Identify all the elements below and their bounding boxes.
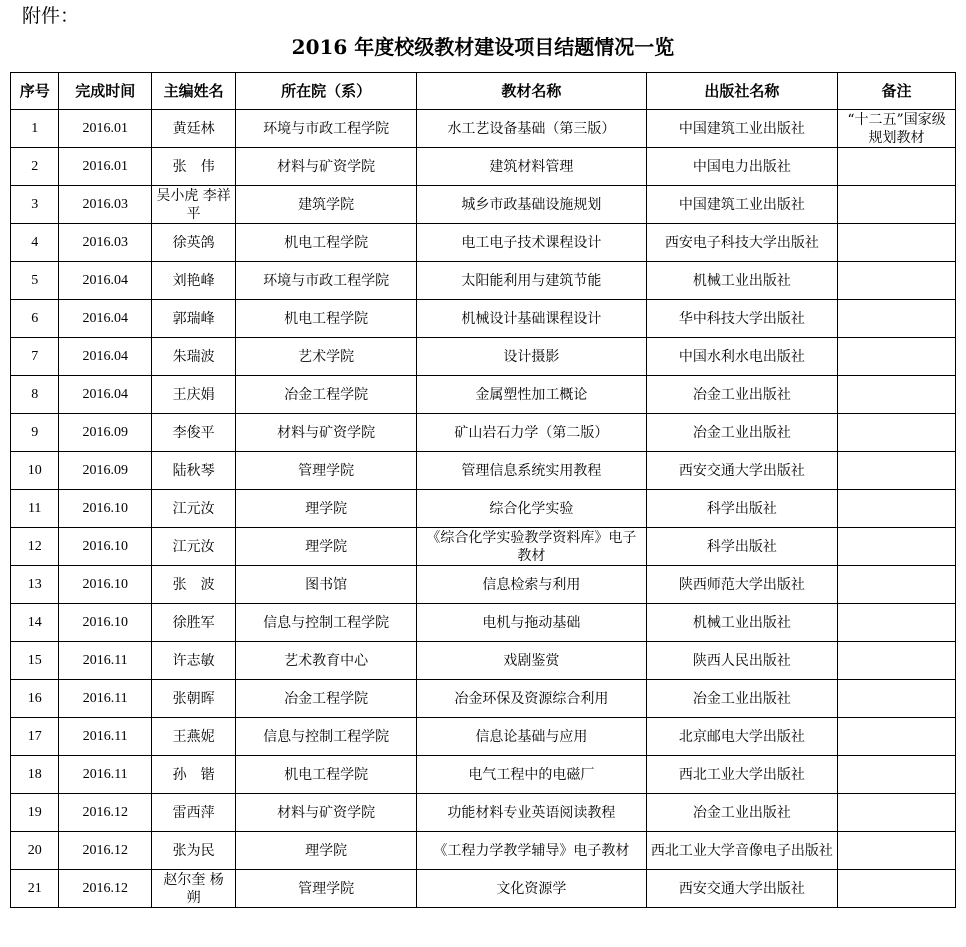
cell-editor: 孙 锴 [152,756,236,794]
cell-note [838,870,956,908]
cell-date: 2016.04 [59,338,152,376]
cell-publisher: 陕西师范大学出版社 [646,566,838,604]
cell-publisher: 西北工业大学出版社 [646,756,838,794]
cell-note [838,566,956,604]
cell-note [838,452,956,490]
table-row [11,680,956,718]
cell-editor: 郭瑞峰 [152,300,236,338]
cell-editor: 张为民 [152,832,236,870]
cell-textbook: 《工程力学教学辅导》电子教材 [417,832,646,870]
attachment-label: 附件： [22,5,80,27]
cell-editor: 李俊平 [152,414,236,452]
cell-textbook: 综合化学实验 [417,490,646,528]
cell-editor: 徐胜军 [152,604,236,642]
table-row [11,794,956,832]
cell-textbook: 水工艺设备基础（第三版） [417,110,646,148]
cell-note [838,148,956,186]
cell-date: 2016.10 [59,490,152,528]
cell-textbook: 设计摄影 [417,338,646,376]
cell-note [838,186,956,224]
table-row [11,414,956,452]
cell-date: 2016.12 [59,794,152,832]
cell-textbook: 机械设计基础课程设计 [417,300,646,338]
cell-college: 材料与矿资学院 [236,148,417,186]
cell-publisher: 西安电子科技大学出版社 [646,224,838,262]
cell-college: 图书馆 [236,566,417,604]
cell-date: 2016.04 [59,262,152,300]
cell-textbook: 电气工程中的电磁厂 [417,756,646,794]
cell-college: 材料与矿资学院 [236,794,417,832]
cell-note [838,832,956,870]
cell-note [838,680,956,718]
table-row [11,832,956,870]
cell-no: 11 [11,490,59,528]
cell-college: 艺术教育中心 [236,642,417,680]
cell-no: 7 [11,338,59,376]
cell-college: 冶金工程学院 [236,680,417,718]
cell-editor: 黄廷林 [152,110,236,148]
cell-no: 9 [11,414,59,452]
cell-no: 1 [11,110,59,148]
cell-editor: 朱瑞波 [152,338,236,376]
cell-publisher: 中国建筑工业出版社 [646,110,838,148]
cell-publisher: 西安交通大学出版社 [646,870,838,908]
column-header-date: 完成时间 [59,73,152,110]
cell-textbook: 《综合化学实验教学资料库》电子教材 [417,528,646,566]
cell-note [838,262,956,300]
cell-no: 12 [11,528,59,566]
cell-note [838,718,956,756]
cell-textbook: 建筑材料管理 [417,148,646,186]
cell-college: 建筑学院 [236,186,417,224]
cell-publisher: 冶金工业出版社 [646,680,838,718]
table-row [11,566,956,604]
cell-note [838,528,956,566]
cell-no: 21 [11,870,59,908]
cell-no: 3 [11,186,59,224]
table-header-row [11,73,956,110]
cell-date: 2016.12 [59,832,152,870]
cell-no: 16 [11,680,59,718]
cell-textbook: 电机与拖动基础 [417,604,646,642]
cell-date: 2016.03 [59,224,152,262]
cell-no: 19 [11,794,59,832]
table-row [11,718,956,756]
cell-no: 6 [11,300,59,338]
cell-college: 管理学院 [236,870,417,908]
table-row [11,604,956,642]
cell-publisher: 华中科技大学出版社 [646,300,838,338]
cell-publisher: 冶金工业出版社 [646,414,838,452]
textbook-table [10,72,956,908]
cell-publisher: 科学出版社 [646,490,838,528]
cell-date: 2016.10 [59,604,152,642]
cell-textbook: 管理信息系统实用教程 [417,452,646,490]
document-title: 2016 年度校级教材建设项目结题情况一览 [291,35,675,59]
cell-textbook: 文化资源学 [417,870,646,908]
cell-publisher: 冶金工业出版社 [646,376,838,414]
table-row [11,338,956,376]
cell-note [838,604,956,642]
cell-editor: 江元汝 [152,528,236,566]
cell-date: 2016.10 [59,566,152,604]
cell-note [838,376,956,414]
cell-college: 机电工程学院 [236,300,417,338]
cell-editor: 陆秋琴 [152,452,236,490]
table-row [11,376,956,414]
cell-college: 信息与控制工程学院 [236,604,417,642]
cell-publisher: 西北工业大学音像电子出版社 [646,832,838,870]
cell-no: 4 [11,224,59,262]
table-row [11,490,956,528]
cell-note [838,642,956,680]
cell-editor: 张 波 [152,566,236,604]
cell-textbook: 矿山岩石力学（第二版） [417,414,646,452]
cell-note [838,414,956,452]
cell-no: 13 [11,566,59,604]
cell-publisher: 冶金工业出版社 [646,794,838,832]
cell-note [838,224,956,262]
cell-note [838,756,956,794]
column-header-publisher: 出版社名称 [646,73,838,110]
cell-publisher: 中国建筑工业出版社 [646,186,838,224]
cell-date: 2016.11 [59,718,152,756]
cell-college: 艺术学院 [236,338,417,376]
table-row [11,642,956,680]
cell-college: 理学院 [236,528,417,566]
column-header-textbook: 教材名称 [417,73,646,110]
cell-date: 2016.10 [59,528,152,566]
cell-no: 14 [11,604,59,642]
cell-date: 2016.09 [59,452,152,490]
cell-editor: 吴小虎 李祥平 [152,186,236,224]
cell-date: 2016.03 [59,186,152,224]
cell-editor: 张朝晖 [152,680,236,718]
cell-publisher: 陕西人民出版社 [646,642,838,680]
table-row [11,300,956,338]
cell-college: 信息与控制工程学院 [236,718,417,756]
cell-college: 机电工程学院 [236,756,417,794]
cell-date: 2016.04 [59,376,152,414]
cell-no: 20 [11,832,59,870]
cell-editor: 张 伟 [152,148,236,186]
cell-no: 17 [11,718,59,756]
column-header-editor: 主编姓名 [152,73,236,110]
cell-college: 管理学院 [236,452,417,490]
cell-college: 材料与矿资学院 [236,414,417,452]
cell-no: 15 [11,642,59,680]
table-row [11,262,956,300]
table-row [11,186,956,224]
cell-editor: 徐英鸽 [152,224,236,262]
cell-college: 冶金工程学院 [236,376,417,414]
cell-editor: 许志敏 [152,642,236,680]
cell-college: 环境与市政工程学院 [236,262,417,300]
column-header-note: 备注 [838,73,956,110]
cell-editor: 王庆娟 [152,376,236,414]
cell-note [838,300,956,338]
cell-no: 8 [11,376,59,414]
cell-date: 2016.11 [59,756,152,794]
cell-publisher: 中国水利水电出版社 [646,338,838,376]
cell-note: “十二五”国家级规划教材 [838,110,956,148]
cell-editor: 王燕妮 [152,718,236,756]
cell-date: 2016.01 [59,110,152,148]
cell-editor: 雷西萍 [152,794,236,832]
table-row [11,224,956,262]
cell-date: 2016.11 [59,680,152,718]
cell-note [838,490,956,528]
cell-publisher: 西安交通大学出版社 [646,452,838,490]
cell-date: 2016.01 [59,148,152,186]
cell-textbook: 城乡市政基础设施规划 [417,186,646,224]
cell-date: 2016.04 [59,300,152,338]
cell-editor: 赵尔奎 杨 朔 [152,870,236,908]
column-header-college: 所在院（系） [236,73,417,110]
cell-textbook: 功能材料专业英语阅读教程 [417,794,646,832]
cell-note [838,794,956,832]
cell-publisher: 科学出版社 [646,528,838,566]
table-row [11,148,956,186]
table-row [11,110,956,148]
cell-date: 2016.11 [59,642,152,680]
cell-publisher: 机械工业出版社 [646,262,838,300]
cell-date: 2016.09 [59,414,152,452]
cell-no: 10 [11,452,59,490]
cell-editor: 江元汝 [152,490,236,528]
cell-college: 理学院 [236,832,417,870]
table-row [11,756,956,794]
cell-no: 5 [11,262,59,300]
cell-textbook: 戏剧鉴赏 [417,642,646,680]
cell-note [838,338,956,376]
cell-publisher: 机械工业出版社 [646,604,838,642]
cell-college: 环境与市政工程学院 [236,110,417,148]
table-body [11,110,956,908]
cell-textbook: 冶金环保及资源综合利用 [417,680,646,718]
cell-college: 理学院 [236,490,417,528]
table-row [11,528,956,566]
cell-textbook: 电工电子技术课程设计 [417,224,646,262]
cell-no: 18 [11,756,59,794]
cell-date: 2016.12 [59,870,152,908]
cell-textbook: 太阳能利用与建筑节能 [417,262,646,300]
column-header-no: 序号 [11,73,59,110]
cell-no: 2 [11,148,59,186]
cell-textbook: 信息论基础与应用 [417,718,646,756]
cell-publisher: 中国电力出版社 [646,148,838,186]
cell-college: 机电工程学院 [236,224,417,262]
cell-publisher: 北京邮电大学出版社 [646,718,838,756]
cell-textbook: 金属塑性加工概论 [417,376,646,414]
cell-textbook: 信息检索与利用 [417,566,646,604]
table-row [11,870,956,908]
cell-editor: 刘艳峰 [152,262,236,300]
table-row [11,452,956,490]
